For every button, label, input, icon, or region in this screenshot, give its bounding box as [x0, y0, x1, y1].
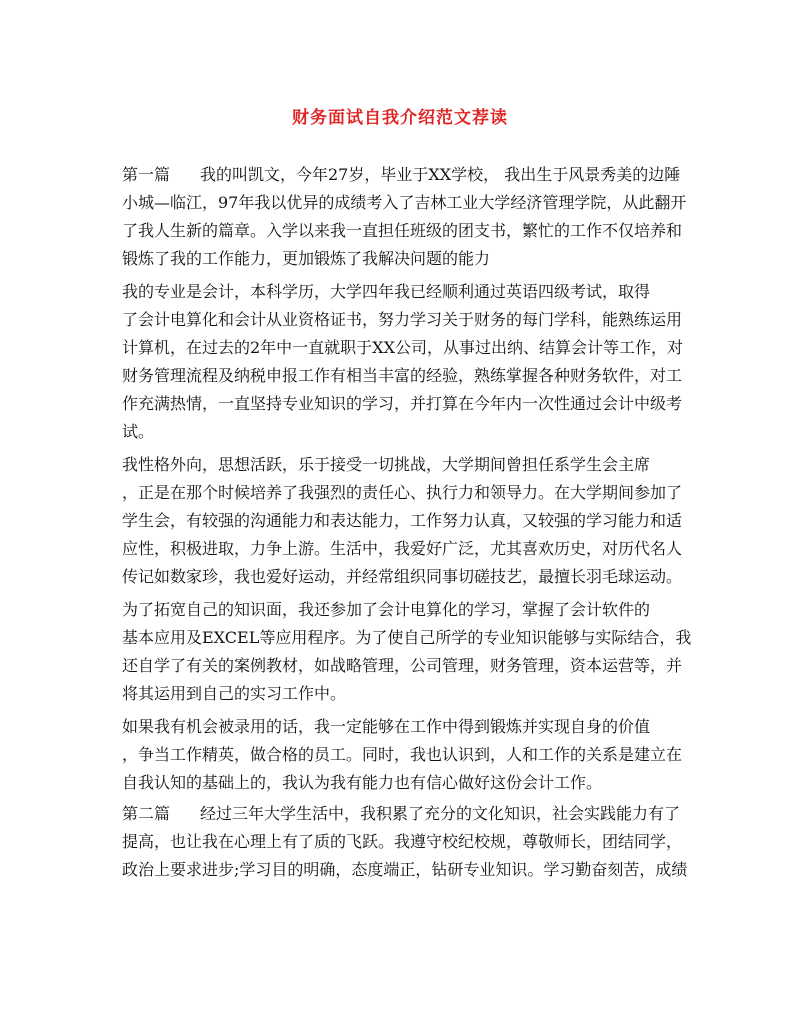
- section-heading-line: [122, 800, 682, 828]
- paragraph-text: 我的叫凯文，今年27岁，毕业于XX学校， 我出生于风景秀美的边陲: [200, 165, 681, 184]
- paragraph-text: 经过三年大学生活中，我积累了充分的文化知识，社会实践能力有了: [200, 804, 681, 823]
- paragraph-line: 自我认知的基础上的，我认为我有能力也有信心做好这份会计工作。: [122, 773, 603, 792]
- paragraph-line: 政治上要求进步;学习目的明确，态度端正，钻研专业知识。学习勤奋刻苦，成绩: [122, 860, 688, 879]
- paragraph-line: ，正是在那个时候培养了我强烈的责任心、执行力和领导力。在大学期间参加了: [122, 483, 683, 502]
- paragraph-line: 计算机，在过去的2年中一直就职于XX公司，从事过出纳、结算会计等工作，对: [122, 338, 683, 357]
- paragraph-line: 小城—临江，97年我以优异的成绩考入了吉林工业大学经济管理学院，从此翻开: [122, 193, 687, 212]
- paragraph-line: 了会计电算化和会计从业资格证书，努力学习关于财务的每门学科，能熟练运用: [122, 310, 683, 329]
- paragraph-line: 将其运用到自己的实习工作中。: [122, 684, 347, 703]
- paragraph-line: 提高，也让我在心理上有了质的飞跃。我遵守校纪校规，尊敬师长，团结同学，: [122, 832, 683, 851]
- paragraph-line: 我的专业是会计，本科学历，大学四年我已经顺利通过英语四级考试，取得: [122, 282, 651, 301]
- section-block: [122, 800, 688, 884]
- section-block: [122, 161, 687, 273]
- paragraph-line: 基本应用及EXCEL等应用程序。为了使自己所学的专业知识能够与实际结合，我: [122, 628, 692, 647]
- section-block: [122, 713, 682, 797]
- paragraph-line: 了我人生新的篇章。入学以来我一直担任班级的团支书，繁忙的工作不仅培养和: [122, 221, 683, 240]
- paragraph-line: 锻炼了我的工作能力，更加锻炼了我解决问题的能力: [122, 249, 491, 268]
- paragraph-line: 还自学了有关的案例教材，如战略管理，公司管理，财务管理，资本运营等，并: [122, 656, 683, 675]
- section-block: [122, 596, 692, 708]
- paragraph-line: 学生会，有较强的沟通能力和表达能力，工作努力认真，又较强的学习能力和适: [122, 511, 683, 530]
- paragraph-line: 试。: [122, 422, 155, 441]
- section-label: 第一篇: [122, 165, 171, 184]
- paragraph-line: 为了拓宽自己的知识面，我还参加了会计电算化的学习，掌握了会计软件的: [122, 600, 651, 619]
- paragraph-line: 作充满热情，一直坚持专业知识的学习，并打算在今年内一次性通过会计中级考: [122, 394, 683, 413]
- section-heading-line: [122, 161, 682, 189]
- paragraph-line: 如果我有机会被录用的话，我一定能够在工作中得到锻炼并实现自身的价值: [122, 717, 651, 736]
- paragraph-line: 应性，积极进取，力争上游。生活中，我爱好广泛，尤其喜欢历史，对历代名人: [122, 539, 683, 558]
- section-block: [122, 451, 682, 591]
- paragraph-line: ，争当工作精英，做合格的员工。同时，我也认识到，人和工作的关系是建立在: [122, 745, 683, 764]
- paragraph-line: 我性格外向，思想活跃，乐于接受一切挑战，大学期间曾担任系学生会主席: [122, 455, 651, 474]
- section-block: [122, 278, 682, 446]
- document-title: 财务面试自我介绍范文荐读: [292, 108, 508, 128]
- paragraph-line: 传记如数家珍，我也爱好运动，并经常组织同事切磋技艺，最擅长羽毛球运动。: [122, 567, 683, 586]
- document-body: [122, 161, 692, 884]
- paragraph-line: 财务管理流程及纳税申报工作有相当丰富的经验，熟练掌握各种财务软件，对工: [122, 366, 683, 385]
- section-label: 第二篇: [122, 804, 171, 823]
